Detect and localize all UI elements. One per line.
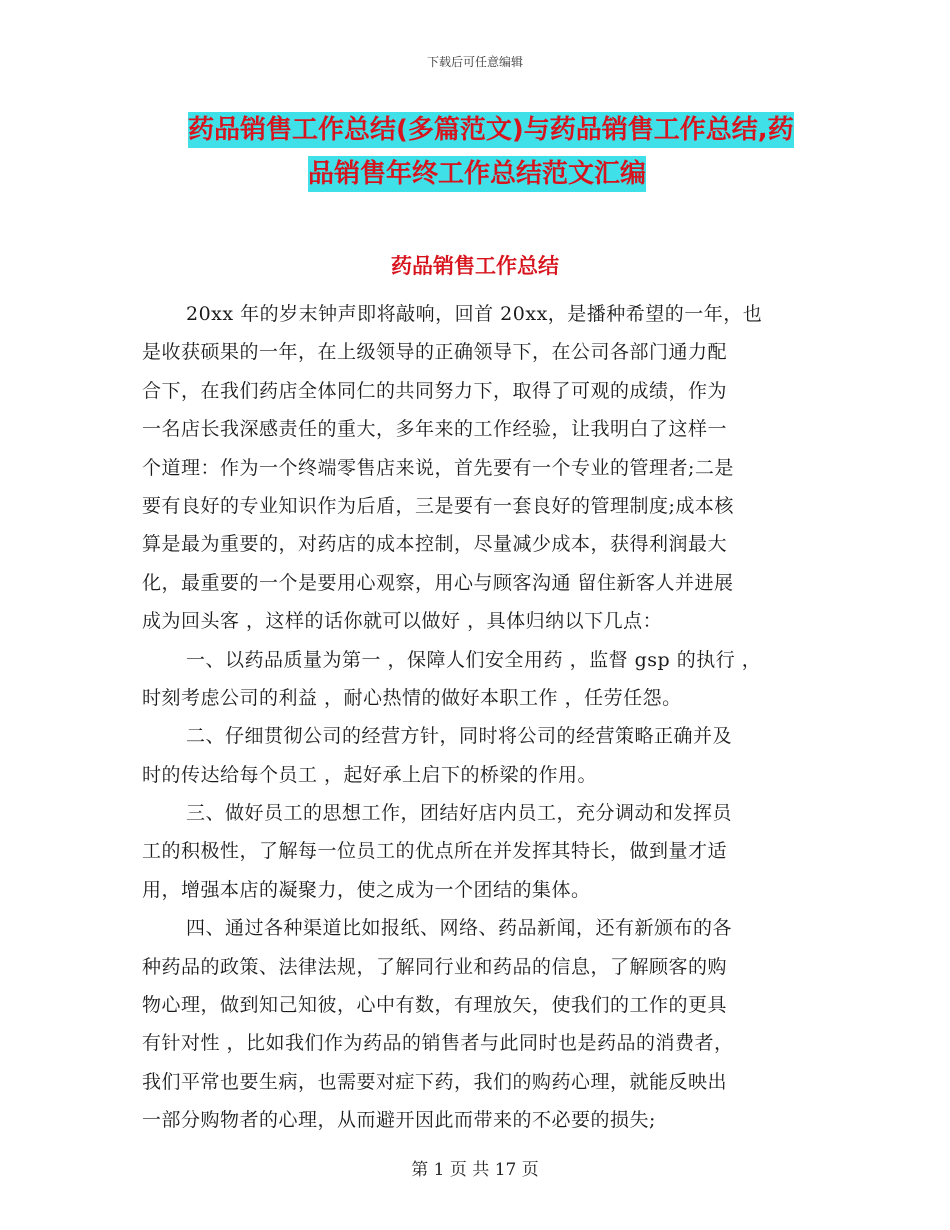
text-line: 合下，在我们药店全体同仁的共同努力下，取得了可观的成绩，作为 — [142, 379, 728, 402]
text-line: 我们平常也要生病，也需要对症下药，我们的购药心理，就能反映出 — [142, 1070, 728, 1093]
title-line-2: 品销售年终工作总结范文汇编 — [308, 156, 646, 192]
text-line: 个道理：作为一个终端零售店来说，首先要有一个专业的管理者;二是 — [142, 456, 734, 479]
text-line: 物心理，做到知己知彼，心中有数，有理放矢，使我们的工作的更具 — [142, 994, 728, 1017]
text-line: 工的积极性，了解每一位员工的优点所在并发挥其特长，做到量才适 — [142, 840, 728, 863]
text-line: 种药品的政策、法律法规，了解同行业和药品的信息，了解顾客的购 — [142, 955, 728, 978]
text-line: 三、做好员工的思想工作，团结好店内员工，充分调动和发挥员 — [186, 802, 733, 825]
text-line: 化，最重要的一个是要用心观察，用心与顾客沟通 留住新客人并进展 — [142, 571, 734, 594]
section-heading: 药品销售工作总结 — [391, 254, 559, 278]
body-text — [142, 295, 822, 1140]
title-line-1: 药品销售工作总结(多篇范文)与药品销售工作总结,药 — [188, 112, 794, 148]
text-line: 20xx 年的岁末钟声即将敲响，回首 20xx，是播种希望的一年，也 — [186, 303, 763, 325]
text-line: 一部分购物者的心理，从而避开因此而带来的不必要的损失; — [142, 1109, 656, 1132]
text-line: 时刻考虑公司的利益 ，耐心热情的做好本职工作 ，任劳任怨。 — [142, 686, 682, 709]
text-line: 算是最为重要的，对药店的成本控制，尽量减少成本，获得利润最大 — [142, 533, 728, 556]
text-line: 用，增强本店的凝聚力，使之成为一个团结的集体。 — [142, 878, 591, 901]
text-line: 是收获硕果的一年，在上级领导的正确领导下，在公司各部门通力配 — [142, 341, 728, 364]
text-line: 有针对性 ，比如我们作为药品的销售者与此同时也是药品的消费者， — [142, 1032, 734, 1055]
text-line: 时的传达给每个员工 ，起好承上启下的桥梁的作用。 — [142, 763, 598, 786]
text-line: 成为回头客 ，这样的话你就可以做好 ，具体归纳以下几点： — [142, 610, 663, 633]
page-footer: 第 1 页 共 17 页 — [411, 1160, 539, 1180]
text-line: 四、通过各种渠道比如报纸、网络、药品新闻，还有新颁布的各 — [186, 917, 733, 940]
text-line: 一名店长我深感责任的重大，多年来的工作经验，让我明白了这样一 — [142, 418, 728, 441]
text-line: 二、仔细贯彻公司的经营方针，同时将公司的经营策略正确并及 — [186, 725, 733, 748]
text-line: 一、以药品质量为第一 ，保障人们安全用药 ，监督 gsp 的执行 ， — [186, 648, 762, 671]
text-line: 要有良好的专业知识作为后盾，三是要有一套良好的管理制度;成本核 — [142, 494, 734, 517]
header-note: 下载后可任意编辑 — [426, 55, 523, 69]
